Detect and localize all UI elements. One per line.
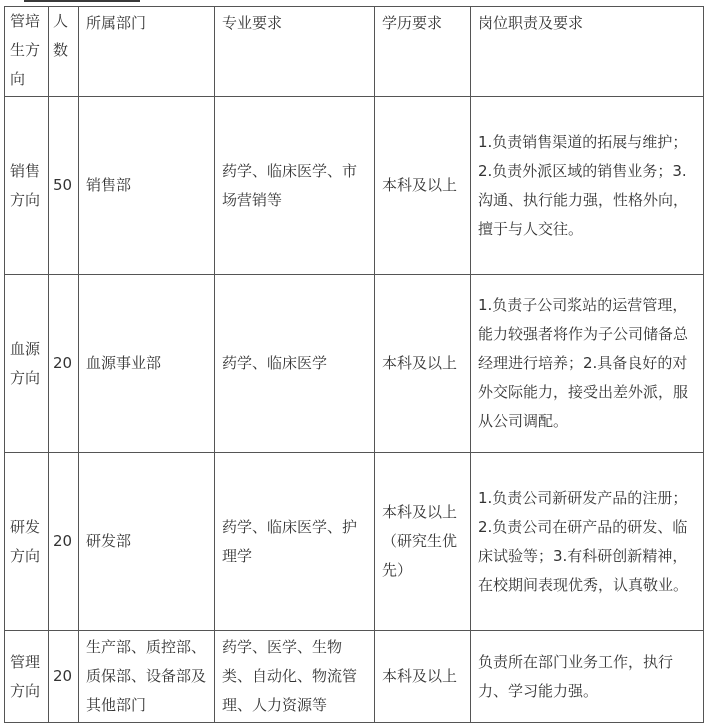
table-row xyxy=(5,97,704,275)
top-divider xyxy=(24,0,140,2)
cell-duties: 1.负责公司新研发产品的注册；2.负责公司在研产品的研发、临床试验等；3.有科研创新精神，在校期间表现优秀，认真敬业。 xyxy=(471,453,704,631)
header-row xyxy=(5,7,704,97)
cell-direction: 研发方向 xyxy=(5,453,49,631)
cell-count: 20 xyxy=(49,453,79,631)
cell-duties: 负责所在部门业务工作，执行力、学习能力强。 xyxy=(471,631,704,723)
cell-education: 本科及以上 xyxy=(375,631,471,723)
cell-major: 药学、医学、生物类、自动化、物流管理、人力资源等 xyxy=(215,631,375,723)
cell-count: 20 xyxy=(49,631,79,723)
table-row xyxy=(5,453,704,631)
header-duties: 岗位职责及要求 xyxy=(471,7,704,97)
cell-department: 销售部 xyxy=(79,97,215,275)
cell-direction: 销售方向 xyxy=(5,97,49,275)
cell-department: 血源事业部 xyxy=(79,275,215,453)
cell-count: 20 xyxy=(49,275,79,453)
cell-duties: 1.负责销售渠道的拓展与维护；2.负责外派区域的销售业务；3.沟通、执行能力强，性格外向，擅于与人交往。 xyxy=(471,97,704,275)
table-row xyxy=(5,631,704,723)
cell-major: 药学、临床医学、护理学 xyxy=(215,453,375,631)
cell-education: 本科及以上（研究生优先） xyxy=(375,453,471,631)
cell-education: 本科及以上 xyxy=(375,97,471,275)
cell-major: 药学、临床医学 xyxy=(215,275,375,453)
cell-direction: 血源方向 xyxy=(5,275,49,453)
cell-direction: 管理方向 xyxy=(5,631,49,723)
cell-department: 生产部、质控部、质保部、设备部及其他部门 xyxy=(79,631,215,723)
header-major: 专业要求 xyxy=(215,7,375,97)
cell-duties: 1.负责子公司浆站的运营管理，能力较强者将作为子公司储备总经理进行培养；2.具备良好的对外交际能力，接受出差外派，服从公司调配。 xyxy=(471,275,704,453)
cell-department: 研发部 xyxy=(79,453,215,631)
recruitment-table xyxy=(4,6,704,723)
header-education: 学历要求 xyxy=(375,7,471,97)
cell-major: 药学、临床医学、市场营销等 xyxy=(215,97,375,275)
header-direction: 管培生方向 xyxy=(5,7,49,97)
header-count: 人数 xyxy=(49,7,79,97)
header-department: 所属部门 xyxy=(79,7,215,97)
table-row xyxy=(5,275,704,453)
cell-education: 本科及以上 xyxy=(375,275,471,453)
cell-count: 50 xyxy=(49,97,79,275)
